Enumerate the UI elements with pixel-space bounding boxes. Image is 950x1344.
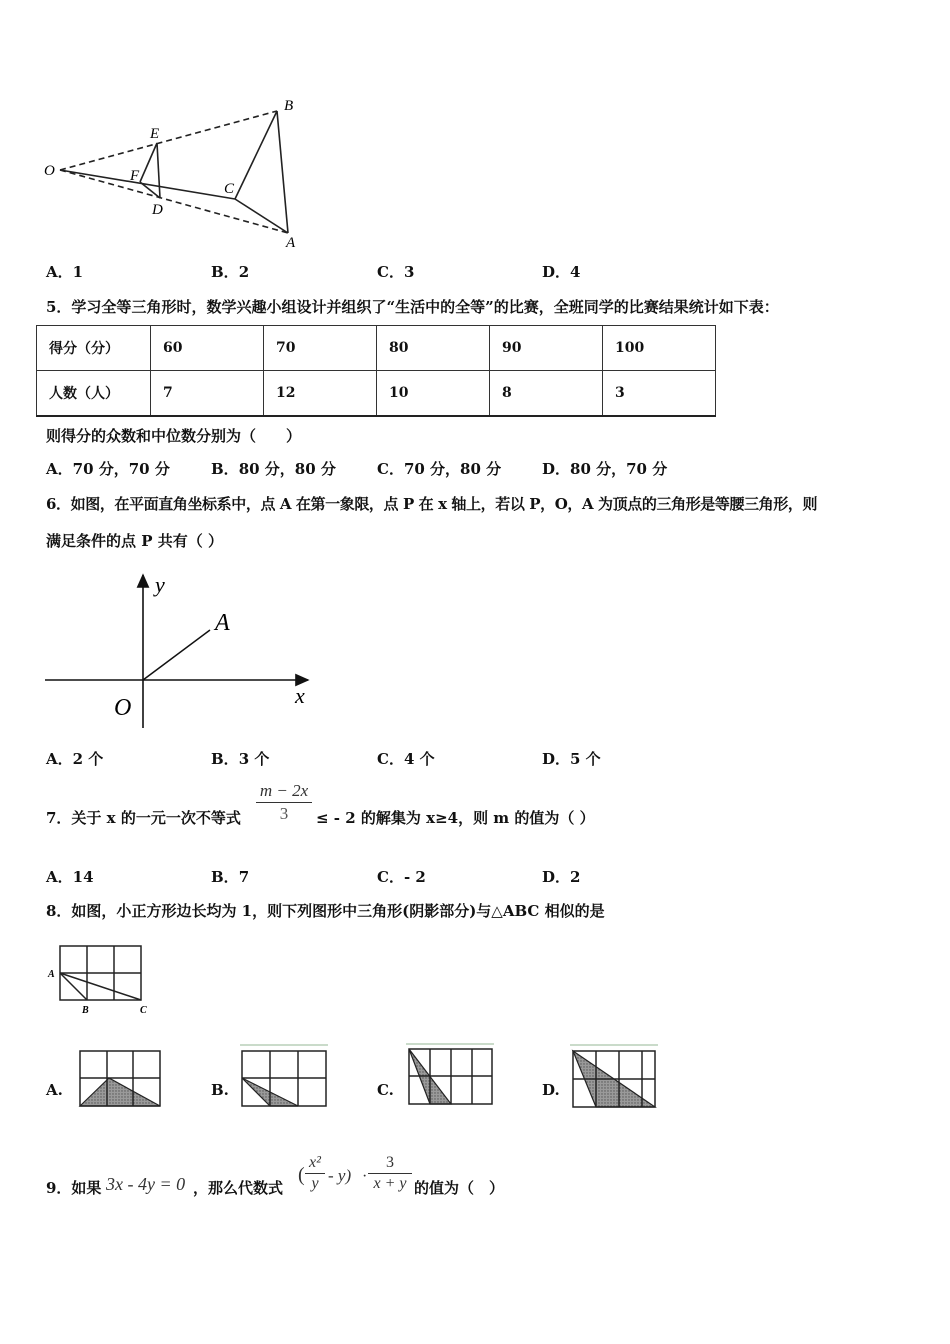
q6-stem-line1: 6．如图，在平面直角坐标系中，点 A 在第一象限，点 P 在 x 轴上，若以 P，O，A 为顶点的三角形是等腰三角形，则 xyxy=(46,495,818,513)
q8-option-b[interactable]: B. xyxy=(211,1081,229,1099)
label-E: E xyxy=(150,126,160,142)
q5-option-d[interactable]: D．80 分，70 分 xyxy=(542,460,668,478)
q9-suffix: 的值为（ ） xyxy=(414,1179,505,1197)
q8-option-b-grid[interactable] xyxy=(238,1042,330,1110)
q7-frac-numerator: m − 2x xyxy=(259,781,309,800)
table-cell: 10 xyxy=(377,371,490,416)
table-cell: 7 xyxy=(151,371,264,416)
q4-option-d[interactable]: D．4 xyxy=(542,263,581,281)
q6-option-c[interactable]: C．4 个 xyxy=(377,750,435,768)
table-cell: 8 xyxy=(490,371,603,416)
q9-prefix: 9．如果 xyxy=(46,1179,102,1197)
q9-frac1-num: x² xyxy=(309,1154,321,1171)
table-row-count xyxy=(37,371,716,416)
q8-option-d-grid[interactable] xyxy=(568,1042,664,1110)
q9-open-paren: ( xyxy=(298,1164,305,1186)
table-cell: 70 xyxy=(264,326,377,371)
q7-stem-suffix: ≤ - 2 的解集为 x≥4，则 m 的值为（ ） xyxy=(316,809,595,827)
q4-option-c[interactable]: C．3 xyxy=(377,263,415,281)
table-cell: 60 xyxy=(151,326,264,371)
q6-option-a[interactable]: A．2 个 xyxy=(46,750,104,768)
label-F: F xyxy=(130,168,140,184)
label-B: B xyxy=(284,98,294,114)
table-cell: 人数（人） xyxy=(37,371,151,416)
q4-option-a[interactable]: A．1 xyxy=(46,263,84,281)
q5-option-b[interactable]: B．80 分，80 分 xyxy=(211,460,336,478)
label-C: C xyxy=(140,1005,147,1016)
table-cell: 得分（分） xyxy=(37,326,151,371)
point-a-label: A xyxy=(215,610,230,636)
q8-option-c-grid[interactable] xyxy=(404,1041,496,1109)
q7-fraction xyxy=(256,780,312,825)
q4-option-b[interactable]: B．2 xyxy=(211,263,250,281)
q7-stem-prefix: 7．关于 x 的一元一次不等式 xyxy=(46,809,241,827)
q5-stem: 5．学习全等三角形时，数学兴趣小组设计并组织了“生活中的全等”的比赛，全班同学的比赛结果统计如下表： xyxy=(46,298,779,316)
q8-option-a[interactable]: A. xyxy=(46,1081,63,1099)
q9-fraction-3-over-xy xyxy=(368,1153,412,1194)
q5-question: 则得分的众数和中位数分别为（ ） xyxy=(46,427,302,445)
table-row-score xyxy=(37,326,716,371)
q9-dot: · xyxy=(362,1168,368,1185)
q7-option-d[interactable]: D．2 xyxy=(542,868,581,886)
q6-coordinate-figure xyxy=(40,565,320,735)
q7-option-b[interactable]: B．7 xyxy=(211,868,250,886)
q8-stem: 8．如图，小正方形边长均为 1，则下列图形中三角形(阴影部分)与△ABC 相似的是 xyxy=(46,902,605,920)
table-cell: 3 xyxy=(603,371,716,416)
q7-option-c[interactable]: C．- 2 xyxy=(377,868,426,886)
table-cell: 12 xyxy=(264,371,377,416)
label-A: A xyxy=(48,969,55,980)
q8-option-c[interactable]: C. xyxy=(377,1081,394,1099)
q7-option-a[interactable]: A．14 xyxy=(46,868,94,886)
q5-option-a[interactable]: A．70 分，70 分 xyxy=(46,460,170,478)
q9-equation: 3x - 4y = 0 xyxy=(106,1174,186,1194)
q8-option-d[interactable]: D. xyxy=(542,1081,560,1099)
q9-middle: ，那么代数式 xyxy=(193,1179,284,1197)
x-axis-label: x xyxy=(295,683,305,708)
label-A: A xyxy=(286,235,296,251)
q9-frac2-num: 3 xyxy=(386,1154,394,1171)
q9-minus-y: - y) xyxy=(328,1166,352,1185)
label-O: O xyxy=(44,163,55,179)
q9-fraction-x2-over-y xyxy=(305,1153,325,1194)
label-B: B xyxy=(82,1005,89,1016)
table-cell: 80 xyxy=(377,326,490,371)
q6-option-b[interactable]: B．3 个 xyxy=(211,750,270,768)
q9-frac2-den: x + y xyxy=(373,1175,407,1192)
q9-frac1-den: y xyxy=(311,1175,319,1192)
q5-score-table xyxy=(36,325,716,417)
q6-option-d[interactable]: D．5 个 xyxy=(542,750,601,768)
q7-frac-denominator: 3 xyxy=(279,804,289,823)
y-axis-label: y xyxy=(155,572,165,597)
q6-stem-line2: 满足条件的点 P 共有（ ） xyxy=(46,532,223,550)
q8-option-a-grid[interactable] xyxy=(76,1048,164,1110)
q4-geometry-figure xyxy=(40,95,310,255)
label-D: D xyxy=(152,202,163,218)
origin-label: O xyxy=(114,695,132,721)
label-C: C xyxy=(224,181,235,197)
table-cell: 90 xyxy=(490,326,603,371)
q5-option-c[interactable]: C．70 分，80 分 xyxy=(377,460,502,478)
table-cell: 100 xyxy=(603,326,716,371)
q8-reference-grid-abc xyxy=(45,940,160,1020)
